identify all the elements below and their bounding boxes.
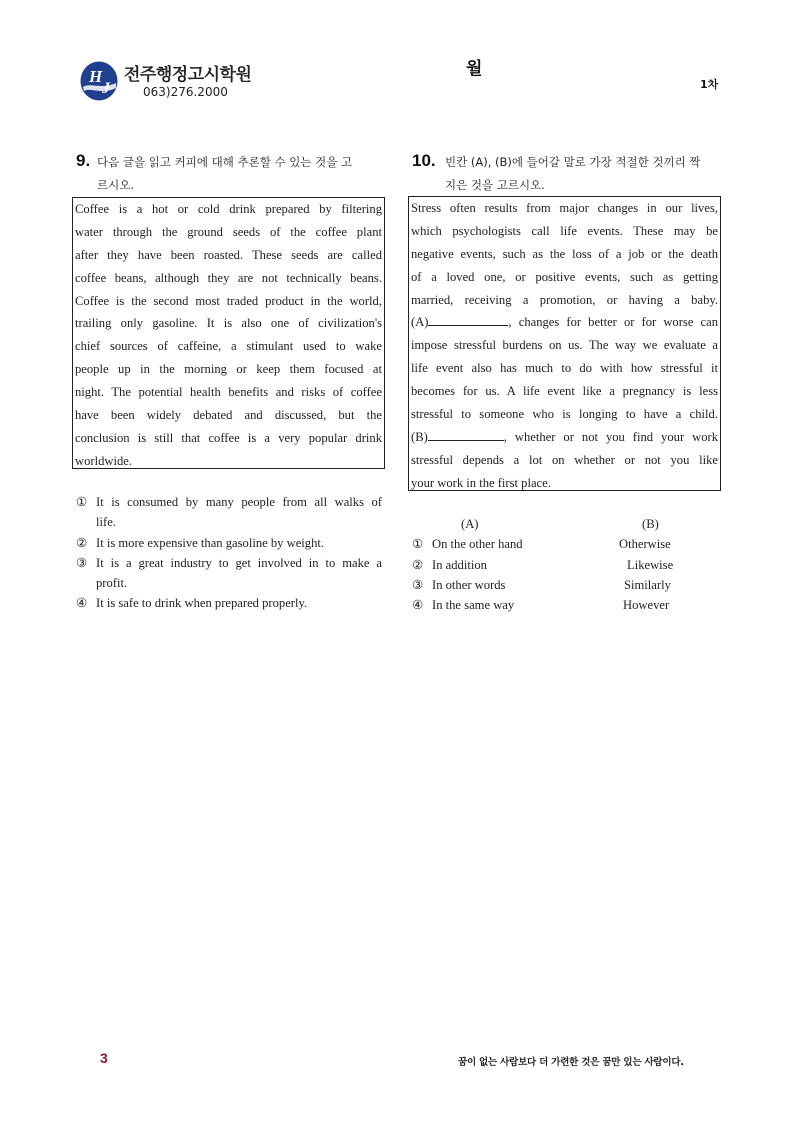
answer-choice-2[interactable] [76,533,382,553]
choice-b-text: However [623,598,670,613]
prompt-line: 다음 글을 읽고 커피에 대해 추론할 수 있는 것을 고 [97,155,353,169]
prompt-line: 빈칸 (A), (B)에 들어갈 말로 가장 적절한 것끼리 짝 [445,155,701,169]
choice-b-text: Similarly [624,577,671,592]
academy-logo-icon [80,60,120,102]
question-9-choices [76,492,382,614]
passage-line: negative events, such as the loss of a job or the death [411,246,718,261]
column-b-header: (B) [642,517,659,531]
choice-a-text: In the same way [432,598,515,613]
passage-line-blank-a [411,311,718,334]
passage-line: Stress often results from major changes in our lives, [411,201,718,215]
question-10-choices [412,514,712,615]
choice-text: It is safe to drink when prepared properly. [96,596,308,611]
passage-line: trailing only gasoline. It is also one of civilization's [75,316,382,331]
passage-line: Coffee is a hot or cold drink prepared by filtering [75,202,382,216]
answer-choice-4[interactable] [412,595,712,615]
choice-text: It is consumed by many people from all walks of [96,495,382,509]
svg-text:H: H [89,67,103,86]
choice-marker: ③ [76,555,88,570]
prompt-line: 지은 것을 고르시오. [445,178,545,192]
question-9-number: 9. [76,151,91,170]
choice-text: life. [96,515,116,530]
passage-line: night. The potential health benefits and risks of coffee [75,385,382,400]
passage-line: worldwide. [75,453,133,468]
passage-line: coffee beans, although they are not technically beans. [75,270,382,285]
choice-marker: ③ [412,577,424,592]
answer-choice-3[interactable] [76,553,382,594]
blank-a-line [428,313,508,326]
question-9-passage [72,197,385,469]
passage-line: people up in the morning or keep them focused at [75,362,382,377]
answer-choice-2[interactable] [412,555,712,575]
choice-marker: ① [76,495,88,509]
passage-line: chief sources of caffeine, a stimulant used to wake [75,339,382,354]
passage-line: stressful to someone who is longing to have a child. [411,407,718,422]
choice-marker: ② [76,535,88,550]
choice-text: It is a great industry to get involved in to make a [96,555,382,570]
choice-marker: ② [412,557,424,572]
passage-line: conclusion is still that coffee is a very popular drink [75,430,382,445]
answer-choice-4[interactable] [76,593,382,613]
passage-line: impose stressful burdens on us. The way we evaluate a [411,338,718,353]
passage-line: Coffee is the second most traded product in the world, [75,293,382,308]
passage-line: married, receiving a promotion, or having a baby. [411,292,718,307]
answer-choice-1[interactable] [412,534,712,554]
blank-label: (B) [411,429,428,444]
answer-choice-3[interactable] [412,575,712,595]
passage-line-blank-b [411,426,718,449]
choice-text: profit. [96,576,128,591]
choice-marker: ④ [76,596,88,611]
choices-header [412,514,712,534]
question-10-prompt [445,151,720,197]
passage-line: stressful depends a lot on whether or not you like [411,452,718,467]
choice-b-text: Likewise [627,557,674,572]
choice-marker: ④ [412,598,424,613]
passage-line: water through the ground seeds of the coffee plant [75,224,382,239]
choice-a-text: In other words [432,577,506,592]
choice-b-text: Otherwise [619,537,671,552]
academy-phone: 063)276.2000 [143,85,228,99]
round-label: 1차 [700,78,719,91]
passage-line: have been widely debated and discussed, but the [75,408,382,423]
passage-line: after they have been roasted. These seeds are called [75,247,382,262]
academy-name: 전주행정고시학원 [124,65,252,85]
page-number: 3 [100,1050,108,1066]
choice-a-text: In addition [432,557,487,572]
passage-line: becomes for us. A life event like a pregnancy is less [411,384,718,399]
question-9-prompt [97,151,383,197]
answer-choice-1[interactable] [76,492,382,533]
svg-text:J: J [102,80,110,97]
blank-b-line [428,428,504,441]
choice-a-text: On the other hand [432,537,523,552]
choice-text: It is more expensive than gasoline by weight. [96,535,325,550]
passage-line: your work in the first place. [411,475,551,490]
column-a-header: (A) [461,517,479,531]
month-label: 월 [466,59,483,79]
passage-text: , whether or not you find your work [503,429,718,444]
passage-line: life event also has much to do with how stressful it [411,361,718,376]
prompt-line: 르시오. [97,178,134,192]
question-10-passage [408,196,721,491]
passage-line: of a loved one, or positive events, such as getting [411,269,718,284]
choice-marker: ① [412,537,424,552]
passage-line: which psychologists call life events. These may be [411,223,718,238]
footer-motto: 꿈이 없는 사람보다 더 가련한 것은 꿈만 있는 사람이다. [458,1057,684,1068]
blank-label: (A) [411,315,429,330]
question-10-number: 10. [412,151,436,170]
passage-text: , changes for better or for worse can [508,315,718,330]
